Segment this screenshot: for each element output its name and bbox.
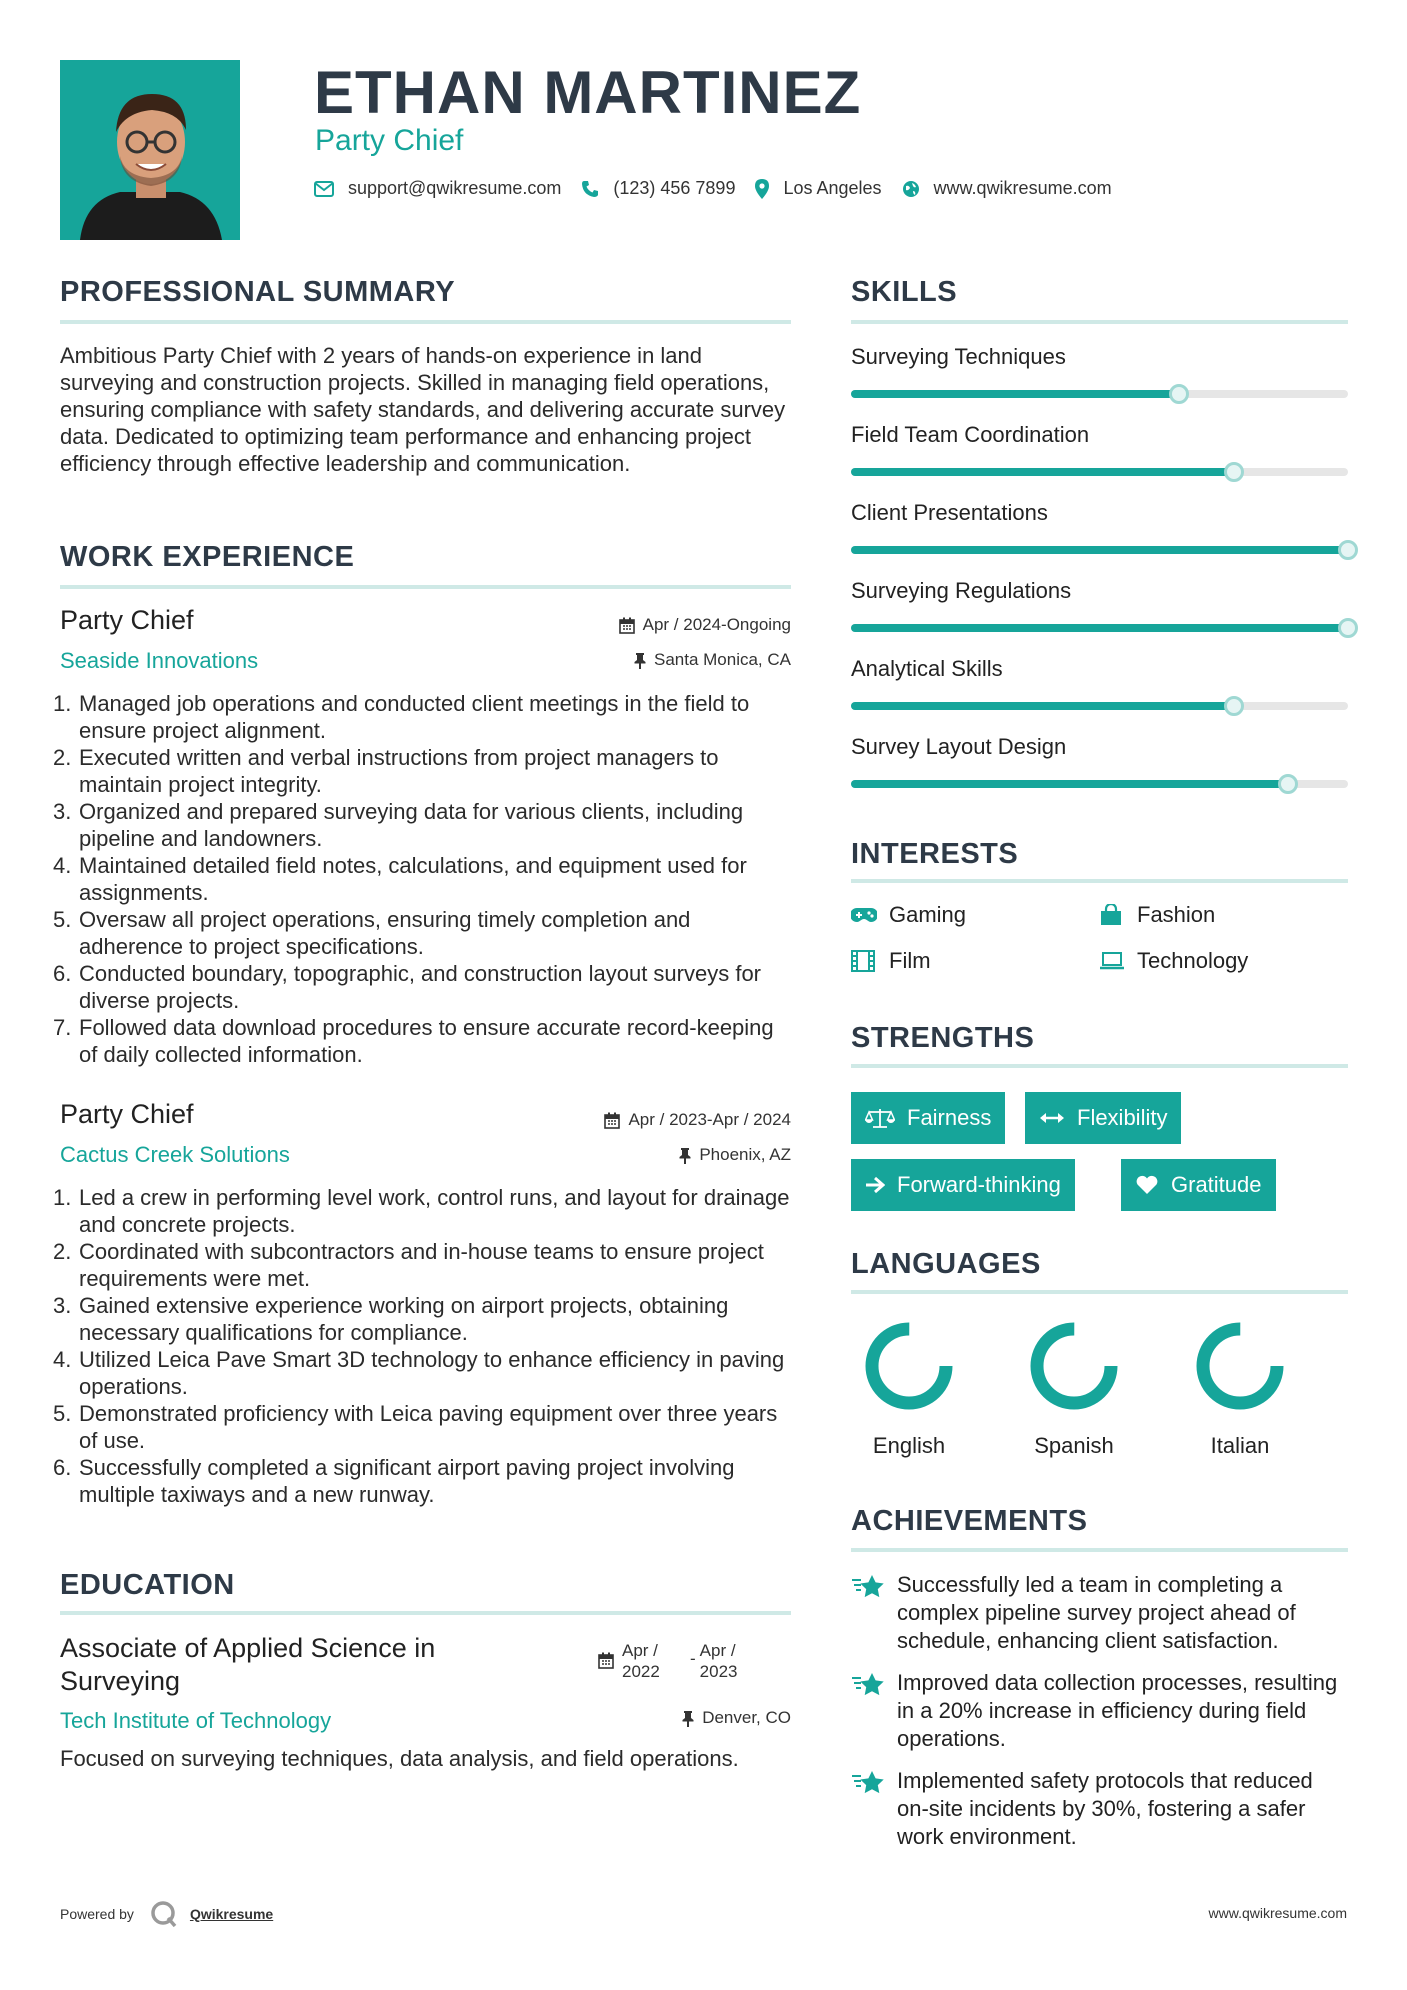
strength-label: Gratitude xyxy=(1171,1172,1262,1197)
interests-divider xyxy=(851,879,1348,883)
skill-level-bar xyxy=(851,468,1348,476)
experience-heading: WORK EXPERIENCE xyxy=(60,541,355,573)
interest-item-gaming xyxy=(851,902,966,928)
skill-level-fill xyxy=(851,780,1288,788)
skill-level-bar xyxy=(851,780,1348,788)
interest-label: Technology xyxy=(1137,948,1249,973)
list-item: 3. Gained extensive experience working on airport projects, obtaining necessary qualifications for compliance. xyxy=(53,1293,729,1345)
skills-divider xyxy=(851,320,1348,324)
achievement-item: Implemented safety protocols that reduced on-site incidents by 30%, fostering a safer work environment. xyxy=(851,1767,1348,1851)
pin-icon xyxy=(679,1147,691,1164)
email-link[interactable]: support@qwikresume.com xyxy=(348,178,562,198)
interest-item-technology xyxy=(1099,948,1248,974)
list-item: 1. Managed job operations and conducted client meetings in the field to ensure project alignment. xyxy=(53,691,750,743)
language-name: Italian xyxy=(1210,1433,1270,1458)
skill-level-bar xyxy=(851,624,1348,632)
job-title: Party Chief xyxy=(60,1099,194,1129)
skill-level-bar xyxy=(851,390,1348,398)
skill-name: Survey Layout Design xyxy=(851,734,1067,759)
skill-level-fill xyxy=(851,546,1348,554)
contact-bar xyxy=(314,178,1132,199)
phone-icon xyxy=(581,180,599,198)
skill-level-handle xyxy=(1338,618,1358,638)
language-name: Spanish xyxy=(1034,1433,1114,1458)
calendar-icon xyxy=(604,1112,620,1129)
skill-level-handle xyxy=(1278,774,1298,794)
strength-badge-fairness xyxy=(851,1092,1005,1144)
strength-label: Fairness xyxy=(907,1105,992,1130)
skills-heading: SKILLS xyxy=(851,276,958,308)
job-location xyxy=(634,650,791,670)
list-item: 4. Utilized Leica Pave Smart 3D technology to enhance efficiency in paving operations. xyxy=(53,1347,785,1399)
degree-title: Associate of Applied Science in Surveying xyxy=(60,1633,436,1696)
balance-scale-icon xyxy=(865,1107,895,1129)
strengths-divider xyxy=(851,1064,1348,1068)
map-pin-icon xyxy=(755,179,769,199)
job-company: Seaside Innovations xyxy=(60,648,259,673)
skill-name: Client Presentations xyxy=(851,500,1048,525)
achievements-divider xyxy=(851,1548,1348,1552)
language-proficiency-ring xyxy=(1024,1316,1124,1416)
qwikresume-logo-icon xyxy=(150,1900,178,1928)
phone-number[interactable]: (123) 456 7899 xyxy=(613,178,736,198)
language-item xyxy=(1024,1316,1124,1459)
skill-level-bar xyxy=(851,546,1348,554)
list-item: 2. Coordinated with subcontractors and in-house teams to ensure project requirements were met. xyxy=(53,1239,764,1291)
interests-heading: INTERESTS xyxy=(851,838,1019,870)
education-heading: EDUCATION xyxy=(60,1569,235,1601)
education-description: Focused on surveying techniques, data analysis, and field operations. xyxy=(60,1746,739,1771)
envelope-icon xyxy=(314,181,334,197)
qwikresume-link[interactable]: Qwikresume xyxy=(189,1906,274,1922)
heart-icon xyxy=(1135,1175,1159,1195)
skill-level-fill xyxy=(851,468,1234,476)
candidate-role: Party Chief xyxy=(315,124,464,157)
skill-name: Surveying Techniques xyxy=(851,344,1066,369)
experience-divider xyxy=(60,585,791,589)
pin-icon xyxy=(682,1710,694,1727)
language-proficiency-arc xyxy=(872,1329,946,1403)
globe-icon xyxy=(902,180,920,198)
summary-heading: PROFESSIONAL SUMMARY xyxy=(60,276,456,308)
skill-name: Analytical Skills xyxy=(851,656,1003,681)
achievement-item: Successfully led a team in completing a complex pipeline survey project ahead of schedule, enhancing client satisfaction. xyxy=(851,1571,1348,1655)
list-item: 7. Followed data download procedures to ensure accurate record-keeping of daily collected information. xyxy=(53,1015,774,1067)
languages-divider xyxy=(851,1290,1348,1294)
job-dates xyxy=(604,1110,791,1130)
skill-level-handle xyxy=(1338,540,1358,560)
interest-label: Film xyxy=(889,948,931,973)
strength-label: Flexibility xyxy=(1077,1105,1168,1130)
list-item: 2. Executed written and verbal instructions from project managers to maintain project integrity. xyxy=(53,745,719,797)
skill-level-bar xyxy=(851,702,1348,710)
education-dates: Apr / 2022 - Apr / 2023 xyxy=(598,1640,752,1682)
website-link[interactable]: www.qwikresume.com xyxy=(933,178,1112,198)
job-location-text: Santa Monica, CA xyxy=(653,650,791,669)
summary-text: Ambitious Party Chief with 2 years of hands-on experience in land surveying and construction projects. Skilled in managing field operations, ensuring compliance with safety standards, and delivering accurate survey data. Dedicated to optimizing team performance and enhancing project efficiency through effective leadership and communication. xyxy=(60,343,786,476)
education-start-date: Apr / 2022 xyxy=(622,1641,660,1681)
list-item: 5. Oversaw all project operations, ensuring timely completion and adherence to project specifications. xyxy=(53,907,691,959)
gamepad-icon xyxy=(851,907,879,923)
star-icon xyxy=(851,1767,885,1851)
list-item: 6. Conducted boundary, topographic, and construction layout surveys for diverse projects. xyxy=(53,961,761,1013)
star-icon xyxy=(851,1571,885,1655)
summary-divider xyxy=(60,320,791,324)
skill-level-handle xyxy=(1224,462,1244,482)
job-title: Party Chief xyxy=(60,605,194,635)
arrows-horizontal-icon xyxy=(1039,1111,1065,1125)
education-end-date: Apr / 2023 xyxy=(699,1641,738,1681)
languages-heading: LANGUAGES xyxy=(851,1248,1041,1280)
powered-by-label: Powered by xyxy=(60,1906,134,1922)
laptop-icon xyxy=(1099,952,1127,970)
job-location xyxy=(679,1145,791,1165)
film-icon xyxy=(851,950,879,972)
shopping-bag-icon xyxy=(1099,904,1127,926)
skill-level-fill xyxy=(851,624,1348,632)
calendar-icon xyxy=(598,1640,614,1674)
language-name: English xyxy=(872,1433,946,1458)
skill-name: Field Team Coordination xyxy=(851,422,1090,447)
list-item: 5. Demonstrated proficiency with Leica paving equipment over three years of use. xyxy=(53,1401,778,1453)
education-divider xyxy=(60,1611,791,1615)
footer-powered-by xyxy=(60,1900,273,1928)
profile-photo xyxy=(60,60,240,240)
skill-level-handle xyxy=(1224,696,1244,716)
list-item: 3. Organized and prepared surveying data for various clients, including pipeline and landowners. xyxy=(53,799,744,851)
job-company: Cactus Creek Solutions xyxy=(60,1142,290,1167)
list-item: 4. Maintained detailed field notes, calculations, and equipment used for assignments. xyxy=(53,853,747,905)
job-dates-text: Apr / 2024-Ongoing xyxy=(642,615,791,634)
education-location-text: Denver, CO xyxy=(702,1708,791,1727)
footer-website-link[interactable]: www.qwikresume.com xyxy=(1208,1905,1347,1921)
skill-level-handle xyxy=(1169,384,1189,404)
star-icon xyxy=(851,1669,885,1753)
strength-label: Forward-thinking xyxy=(897,1172,1061,1197)
education-location xyxy=(682,1708,791,1728)
job-bullet-list xyxy=(53,690,791,1068)
arrow-right-icon xyxy=(865,1176,885,1194)
job-dates-text: Apr / 2023-Apr / 2024 xyxy=(628,1110,791,1129)
language-proficiency-ring xyxy=(1190,1316,1290,1416)
achievement-item: Improved data collection processes, resulting in a 20% increase in efficiency during field operations. xyxy=(851,1669,1348,1753)
achievements-list xyxy=(851,1571,1348,1851)
list-item: 1. Led a crew in performing level work, control runs, and layout for drainage and concrete projects. xyxy=(53,1185,790,1237)
list-item: 6. Successfully completed a significant airport paving project involving multiple taxiways and a new runway. xyxy=(53,1455,735,1507)
pin-icon xyxy=(634,652,646,669)
strengths-heading: STRENGTHS xyxy=(851,1022,1035,1054)
job-dates xyxy=(619,615,791,635)
strength-badge-gratitude xyxy=(1121,1159,1276,1211)
skill-level-fill xyxy=(851,702,1234,710)
calendar-icon xyxy=(619,617,635,634)
school-name: Tech Institute of Technology xyxy=(60,1708,332,1733)
interest-label: Fashion xyxy=(1137,902,1216,927)
language-proficiency-ring xyxy=(859,1316,959,1416)
language-item xyxy=(859,1316,959,1459)
avatar xyxy=(60,60,240,240)
location-text: Los Angeles xyxy=(783,178,882,198)
interest-item-fashion xyxy=(1099,902,1215,928)
language-item xyxy=(1190,1316,1290,1459)
achievements-heading: ACHIEVEMENTS xyxy=(851,1505,1088,1537)
language-proficiency-arc xyxy=(1203,1329,1277,1403)
candidate-name: ETHAN MARTINEZ xyxy=(314,59,862,126)
skill-name: Surveying Regulations xyxy=(851,578,1072,603)
strength-badge-forward-thinking xyxy=(851,1159,1075,1211)
interest-item-film xyxy=(851,948,931,974)
skill-level-fill xyxy=(851,390,1179,398)
language-proficiency-arc xyxy=(1037,1329,1111,1403)
job-location-text: Phoenix, AZ xyxy=(699,1145,791,1164)
strength-badge-flexibility xyxy=(1025,1092,1181,1144)
job-bullet-list xyxy=(53,1184,791,1508)
interest-label: Gaming xyxy=(889,902,967,927)
